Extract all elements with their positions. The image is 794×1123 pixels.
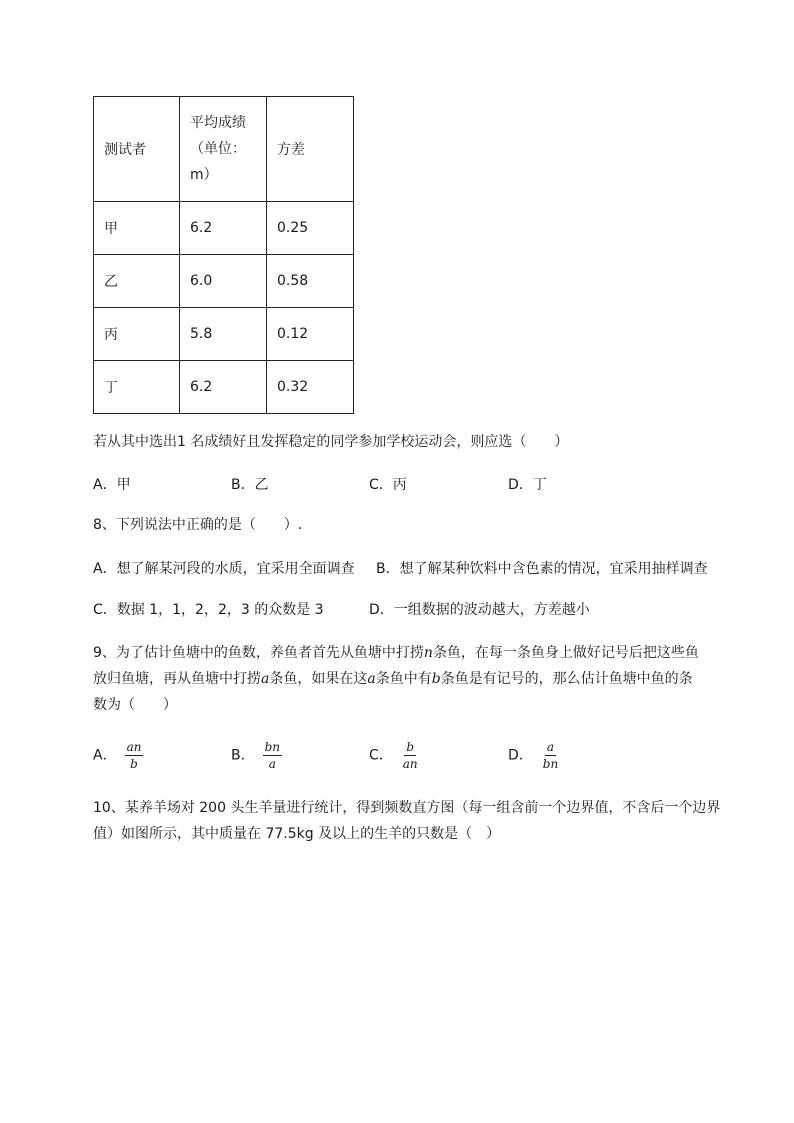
fraction: $\frac{b}{an}$ [402,740,418,771]
fraction: $\frac{bn}{a}$ [264,740,281,771]
q9-line-1: 9、为了估计鱼塘中的鱼数，养鱼者首先从鱼塘中打捞n条鱼，在每一条鱼身上做好记号后把这些鱼 [93,645,699,661]
fraction: $\frac{a}{bn}$ [542,740,559,771]
scores-table [93,96,354,414]
header-average-score: 平均成绩 （单位： m） [180,97,267,202]
q7-stem: 若从其中选出1 名成绩好且发挥稳定的同学参加学校运动会，则应选（ ） [93,434,569,450]
q8-option-b: B．想了解某种饮料中含色素的情况，宜采用抽样调查 [376,561,708,577]
table-row: 乙 6.0 0.58 [94,255,354,308]
q8-option-a: A．想了解某河段的水质，宜采用全面调查 [93,561,355,577]
table-row: 丙 5.8 0.12 [94,308,354,361]
q9-option-b: B． $\frac{bn}{a}$ [231,740,281,771]
header-tester: 测试者 [94,97,180,202]
q9-option-c: C． $\frac{b}{an}$ [369,740,418,771]
q9-line-3: 数为（ ） [93,697,177,713]
table-row: 甲 6.2 0.25 [94,202,354,255]
q7-option-c: C．丙 [369,477,407,493]
q9-line-2: 放归鱼塘，再从鱼塘中打捞a条鱼，如果在这a条鱼中有b条鱼是有记号的，那么估计鱼塘中鱼的条 [93,671,693,687]
q8-option-d: D．一组数据的波动越大，方差越小 [369,602,590,618]
fraction: $\frac{an}{b}$ [126,740,142,771]
q9-option-d: D． $\frac{a}{bn}$ [508,740,559,771]
q8-stem: 8、下列说法中正确的是（ ）. [93,517,303,533]
table-row: 丁 6.2 0.32 [94,361,354,414]
q7-option-a: A．甲 [93,477,131,493]
q8-option-c: C．数据 1，1，2，2，3 的众数是 3 [93,602,324,618]
q10-line-1: 10、某养羊场对 200 头生羊量进行统计，得到频数直方图（每一组含前一个边界值，不含后一个边界 [93,800,721,816]
q10-line-2: 值）如图所示，其中质量在 77.5kg 及以上的生羊的只数是（ ） [93,826,501,842]
q7-option-b: B．乙 [231,477,269,493]
q7-option-d: D．丁 [508,477,547,493]
table-header-row [94,97,354,202]
q9-option-a: A． $\frac{an}{b}$ [93,740,142,771]
header-variance: 方差 [267,97,354,202]
